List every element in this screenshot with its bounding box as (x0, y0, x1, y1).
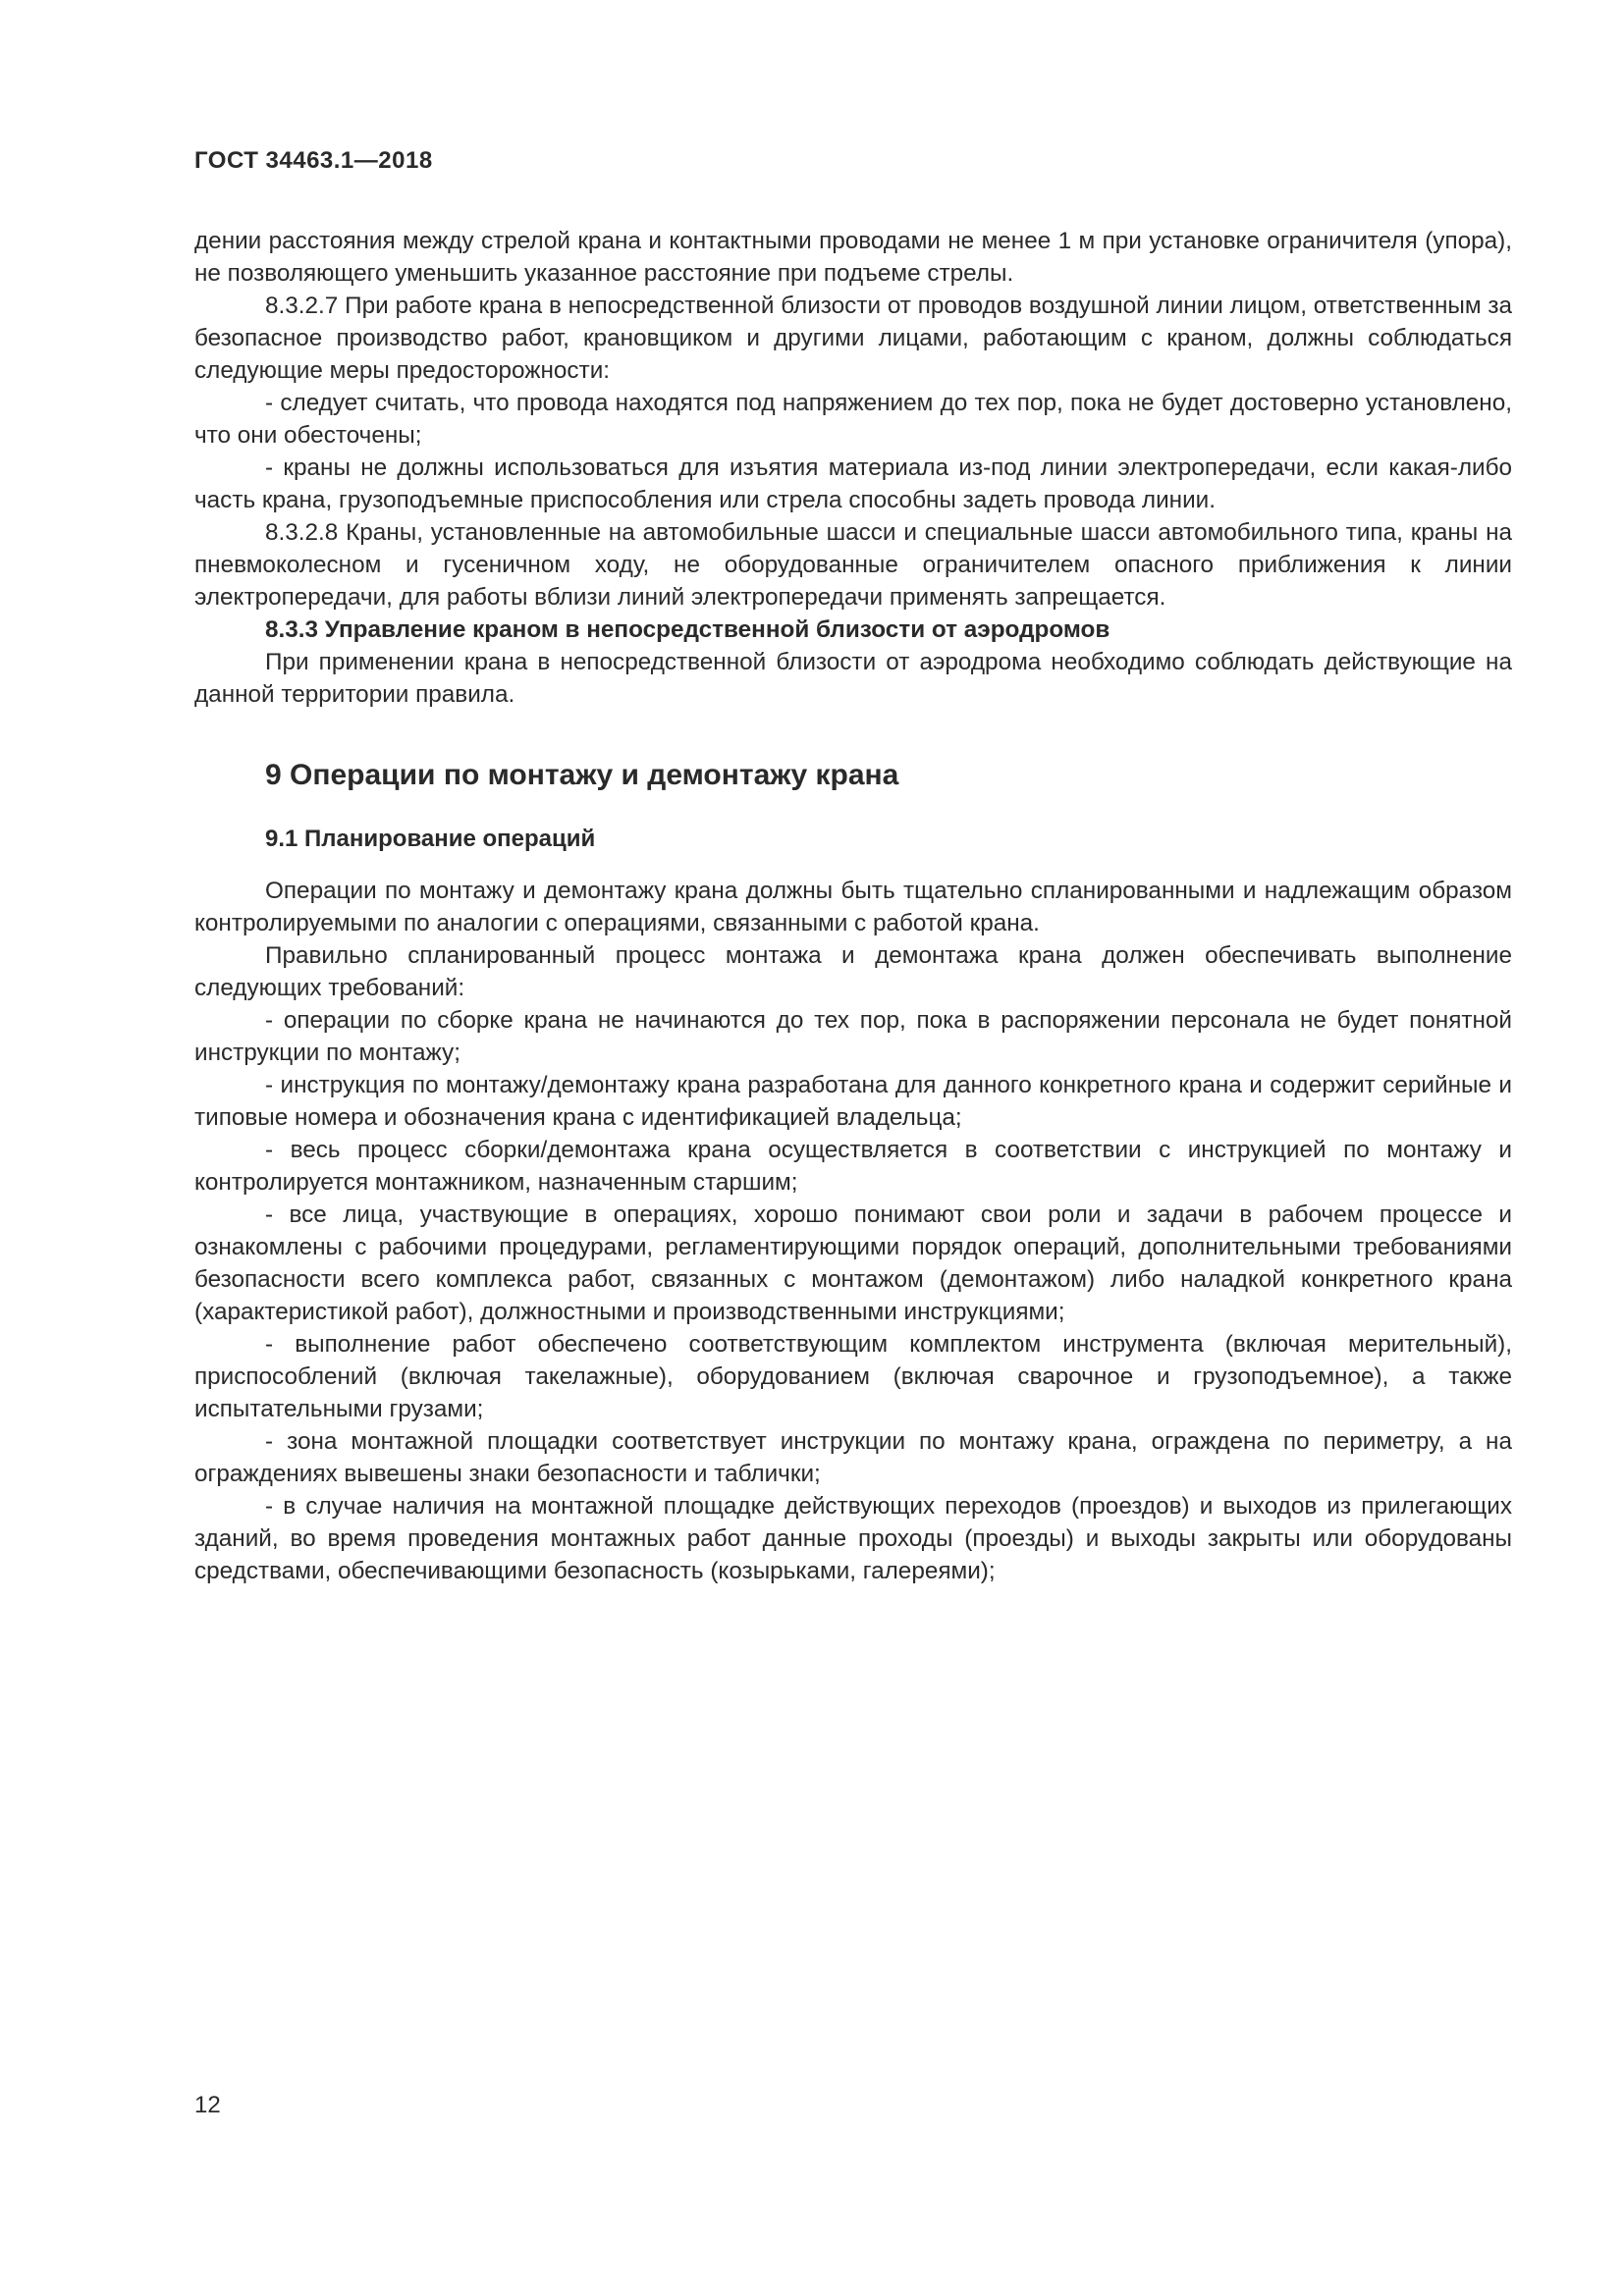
paragraph-aerodrome: При применении крана в непосредственной близости от аэродрома необходимо соблюдать действующие на данной территории правила. (194, 649, 1512, 708)
page-number: 12 (194, 2092, 221, 2118)
document-body (194, 225, 1512, 1587)
paragraph-8-3-2-8: 8.3.2.8 Краны, установленные на автомобильные шасси и специальные шасси автомобильного типа, краны на пневмоколесном и гусеничном ходу, не оборудованные ограничителем опасного приближения к линии электропередачи, для работы вблизи линий электропередачи применять запрещается. (194, 519, 1512, 611)
subsection-heading-8-3-3: 8.3.3 Управление краном в непосредственной близости от аэродромов (265, 616, 1110, 643)
list-item: - все лица, участвующие в операциях, хорошо понимают свои роли и задачи в рабочем процессе и ознакомлены с рабочими процедурами, регламентирующими порядок операций, дополнительными требованиями безопасности всего комплекса работ, связанных с монтажом (демонтажом) либо наладкой конкретного крана (характеристикой работ), должностными и производственными инструкциями; (194, 1201, 1512, 1325)
subsection-title: 9.1 Планирование операций (265, 826, 596, 852)
paragraph-planning-intro: Операции по монтажу и демонтажу крана должны быть тщательно спланированными и надлежащим образом контролируемыми по аналогии с операциями, связанными с работой крана. (194, 878, 1512, 936)
document-header: ГОСТ 34463.1—2018 (194, 147, 433, 174)
paragraph-requirements-intro: Правильно спланированный процесс монтажа и демонтажа крана должен обеспечивать выполнение следующих требований: (194, 942, 1512, 1001)
list-item: - выполнение работ обеспечено соответствующим комплектом инструмента (включая мерительный), приспособлений (включая такелажные), оборудованием (включая сварочное и грузоподъемное), а также испытательными грузами; (194, 1331, 1512, 1422)
list-item: - в случае наличия на монтажной площадке действующих переходов (проездов) и выходов из прилегающих зданий, во время проведения монтажных работ данные проходы (проезды) и выходы закрыты или оборудованы средствами, обеспечивающими безопасность (козырьками, галереями); (194, 1493, 1512, 1584)
list-item: - следует считать, что провода находятся под напряжением до тех пор, пока не будет достоверно установлено, что они обесточены; (194, 390, 1512, 449)
paragraph-8-3-2-7: 8.3.2.7 При работе крана в непосредственной близости от проводов воздушной линии лицом, ответственным за безопасное производство работ, крановщиком и другими лицами, работающим с краном, должны соблюдаться следующие меры предосторожности: (194, 293, 1512, 384)
list-item: - инструкция по монтажу/демонтажу крана разработана для данного конкретного крана и содержит серийные и типовые номера и обозначения крана с идентификацией владельца; (194, 1072, 1512, 1131)
paragraph-continuation: дении расстояния между стрелой крана и контактными проводами не менее 1 м при установке ограничителя (упора), не позволяющего уменьшить указанное расстояние при подъеме стрелы. (194, 228, 1512, 287)
list-item: - весь процесс сборки/демонтажа крана осуществляется в соответствии с инструкцией по монтажу и контролируется монтажником, назначенным старшим; (194, 1137, 1512, 1196)
section-title: 9 Операции по монтажу и демонтажу крана (265, 759, 899, 791)
list-item: - краны не должны использоваться для изъятия материала из-под линии электропередачи, если какая-либо часть крана, грузоподъемные приспособления или стрела способны задеть провода линии. (194, 454, 1512, 513)
list-item: - зона монтажной площадки соответствует инструкции по монтажу крана, ограждена по периметру, а на ограждениях вывешены знаки безопасности и таблички; (194, 1428, 1512, 1487)
list-item: - операции по сборке крана не начинаются до тех пор, пока в распоряжении персонала не будет понятной инструкции по монтажу; (194, 1007, 1512, 1066)
